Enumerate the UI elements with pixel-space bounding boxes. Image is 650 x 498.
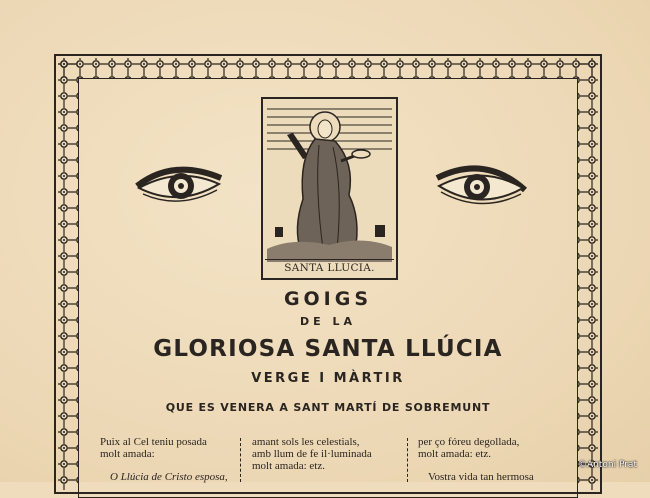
verse-line: molt amada: etz.: [418, 448, 491, 460]
verse-column-2: [252, 436, 372, 472]
woodcut-caption: SANTA LLUCIA.: [265, 259, 394, 276]
verse-line: Puix al Cel teniu posada: [100, 436, 207, 448]
column-divider: [240, 438, 241, 482]
heading-saint-name: GLORIOSA SANTA LLÚCIA: [153, 336, 503, 362]
verse-line: molt amada: etz.: [252, 460, 325, 472]
verse-line: molt amada:: [100, 448, 155, 460]
column-divider: [407, 438, 408, 482]
saint-figure-illustration: [263, 99, 396, 262]
heading-verge-martir: VERGE I MÀRTIR: [251, 371, 405, 386]
verse-line: amb llum de fe il·luminada: [252, 448, 372, 460]
eye-icon-left: [133, 156, 225, 210]
verse-column-1: [100, 436, 228, 483]
heading-location: QUE ES VENERA A SANT MARTÍ DE SOBREMUNT: [165, 401, 491, 414]
verse-line: Vostra vida tan hermosa: [428, 471, 534, 483]
eye-icon-right: [433, 156, 529, 214]
verse-line: O Llúcia de Cristo esposa,: [110, 471, 228, 483]
saint-woodcut: [261, 97, 398, 280]
heading-de-la: DE LA: [300, 315, 356, 328]
verse-line: per ço fóreu degollada,: [418, 436, 520, 448]
verse-column-3: [418, 436, 534, 483]
verse-line: amant sols les celestials,: [252, 436, 360, 448]
heading-goigs: GOIGS: [283, 288, 373, 310]
copyright-watermark: ©Antoni Prat: [578, 460, 637, 470]
